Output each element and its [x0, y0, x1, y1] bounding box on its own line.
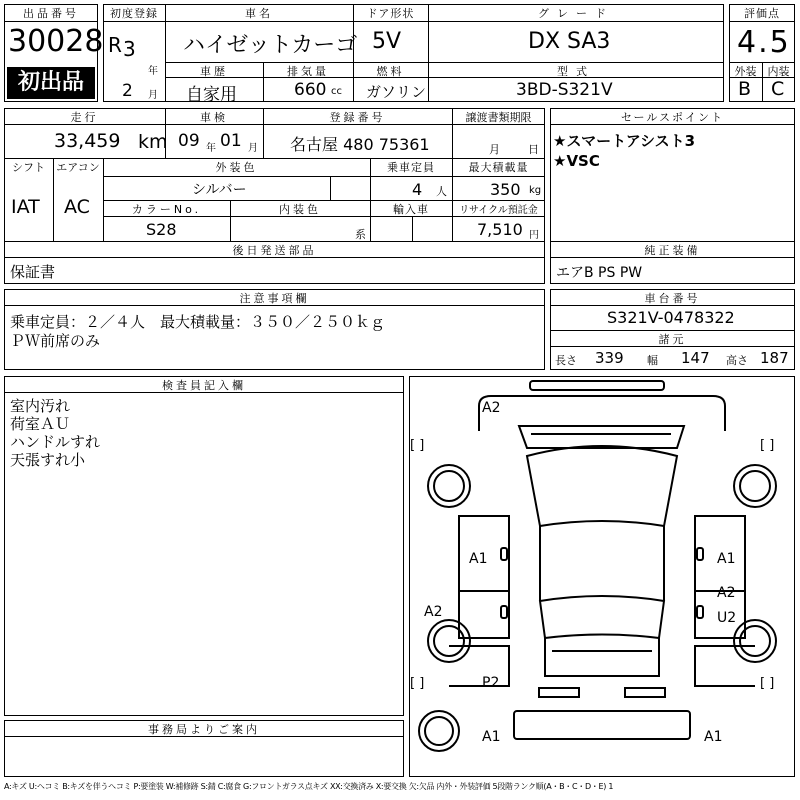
- sales-point-1: ★スマートアシスト3: [553, 132, 696, 150]
- capacity-value: 4: [412, 180, 423, 199]
- car-diagram: [409, 376, 795, 777]
- later-parts-box: [4, 257, 545, 284]
- inspector-line-4: 天張すれ小: [10, 451, 86, 469]
- aircon-value: AC: [64, 196, 90, 218]
- length-value: 339: [595, 349, 624, 367]
- displacement-value: 660: [294, 80, 327, 100]
- int-score-header: 内装: [767, 65, 790, 78]
- width-value: 147: [681, 349, 710, 367]
- mileage-value: 33,459: [54, 130, 121, 152]
- reg-number-header: 登録番号: [329, 111, 386, 124]
- later-parts-value: 保証書: [10, 263, 56, 281]
- inspection-header: 車検: [200, 111, 228, 124]
- transfer-day-unit: 日: [528, 143, 539, 156]
- damage-mark-rear: P2: [482, 675, 500, 691]
- brackets-right-bottom: [ ]: [760, 676, 775, 691]
- int-color-header: 内装色: [279, 203, 321, 216]
- score-value: 4.5: [737, 25, 791, 60]
- legend: A:キズ U:ヘコミ B:キズを伴うヘコミ P:要塗装 W:補修跡 S:錆 C:腐食 G:フロントガラス点キズ XX:交換済み X:要交換 欠:欠品 内外・外装評価 5段階ランク順(A・B・C・D・E) 1: [4, 782, 614, 791]
- ext-color-value: シルバー: [192, 182, 247, 198]
- transfer-month-unit: 月: [489, 143, 500, 156]
- chassis-header: 車台番号: [644, 292, 701, 305]
- height-value: 187: [760, 349, 789, 367]
- later-parts-header: 後日発送部品: [232, 244, 317, 257]
- shift-value: IAT: [11, 196, 40, 218]
- width-label: 幅: [647, 354, 658, 367]
- damage-mark-left-rear: A2: [424, 604, 443, 620]
- int-color-unit: 系: [355, 228, 366, 241]
- recycle-unit: 円: [529, 230, 539, 241]
- inspection-month: 01: [220, 131, 242, 151]
- mileage-header: 走行: [70, 111, 99, 124]
- door-type: 5V: [372, 29, 402, 54]
- notes-line-1: 乗車定員：２／４人 最大積載量：３５０／２５０ｋｇ: [10, 313, 386, 331]
- ext-color-header: 外装色: [215, 161, 258, 174]
- door-header: ドア形状: [366, 7, 415, 20]
- lot-header: 出品番号: [23, 7, 79, 20]
- chassis-number: S321V-0478322: [607, 308, 735, 327]
- displacement-header: 排気量: [287, 65, 329, 78]
- recycle-value: 7,510: [477, 220, 523, 239]
- first-reg-year-unit: 年: [148, 66, 158, 77]
- office-header: 事務局よりご案内: [148, 723, 260, 736]
- car-name: ハイゼットカーゴ: [183, 33, 358, 58]
- equipment-value: エアB PS PW: [556, 265, 643, 281]
- transfer-header: 譲渡書類期限: [465, 111, 532, 124]
- damage-mark-rear-bumper-right: A1: [704, 729, 723, 745]
- max-load-unit: kg: [529, 185, 542, 196]
- sales-points-box: [550, 108, 795, 242]
- first-reg-year: 3: [123, 37, 136, 61]
- score-header: 評価点: [744, 7, 780, 20]
- grade-header: グレード: [538, 7, 614, 20]
- inspector-line-2: 荷室ＡＵ: [10, 415, 71, 433]
- damage-mark-rear-bumper-left: A1: [482, 729, 501, 745]
- model-header: 型式: [557, 65, 595, 78]
- capacity-header: 乗車定員: [387, 161, 435, 174]
- history-header: 車歴: [200, 65, 228, 78]
- fuel-value: ガソリン: [366, 83, 427, 101]
- first-reg-month: 2: [122, 81, 133, 101]
- inspection-year: 09: [178, 131, 200, 151]
- inspection-year-unit: 年: [206, 143, 216, 154]
- max-load-header: 最大積載量: [468, 161, 529, 174]
- first-reg-header: 初度登録: [110, 7, 158, 20]
- displacement-unit: cc: [331, 86, 342, 97]
- inspection-month-unit: 月: [248, 143, 258, 154]
- brackets-left-top: [ ]: [410, 438, 425, 453]
- model-value: 3BD-S321V: [516, 80, 613, 100]
- color-no-header: カラーNo.: [131, 203, 202, 216]
- grade-value: DX SA3: [528, 29, 611, 54]
- recycle-header: リサイクル預託金: [459, 205, 538, 216]
- fuel-header: 燃料: [376, 65, 405, 78]
- capacity-unit: 人: [436, 185, 447, 198]
- notes-header: 注意事項欄: [239, 292, 310, 305]
- inspector-line-3: ハンドルすれ: [10, 433, 101, 451]
- inspector-header: 検査員記入欄: [162, 379, 246, 392]
- first-reg-era: R: [108, 33, 122, 57]
- height-label: 高さ: [726, 354, 748, 367]
- brackets-right-top: [ ]: [760, 438, 775, 453]
- damage-mark-left-front-door: A1: [469, 551, 488, 567]
- history-value: 自家用: [186, 85, 237, 105]
- equipment-header: 純正装備: [644, 244, 701, 257]
- import-header: 輸入車: [393, 203, 429, 216]
- shift-header: シフト: [12, 161, 45, 174]
- damage-mark-right-rear-2: U2: [717, 610, 737, 626]
- dims-header: 諸元: [658, 333, 687, 346]
- inspector-line-1: 室内汚れ: [10, 397, 71, 415]
- damage-mark-right-rear-1: A2: [717, 585, 736, 601]
- max-load-value: 350: [490, 180, 521, 199]
- brackets-left-bottom: [ ]: [410, 676, 425, 691]
- color-no-value: S28: [146, 220, 177, 239]
- lot-number: 30028: [8, 24, 104, 59]
- first-listing-badge: 初出品: [7, 67, 95, 99]
- damage-mark-front: A2: [482, 400, 501, 416]
- first-reg-month-unit: 月: [148, 90, 158, 101]
- ext-score: B: [738, 78, 752, 100]
- length-label: 長さ: [555, 354, 577, 367]
- ext-score-header: 外装: [734, 65, 757, 78]
- sales-point-2: ★VSC: [553, 152, 600, 170]
- reg-number: 名古屋 480 75361: [290, 135, 430, 154]
- int-score: C: [771, 78, 785, 100]
- mileage-unit: km: [138, 131, 168, 153]
- damage-mark-right-front-door: A1: [717, 551, 736, 567]
- aircon-header: エアコン: [56, 161, 100, 174]
- sales-points-header: セールスポイント: [620, 111, 724, 124]
- notes-line-2: ＰＷ前席のみ: [10, 332, 101, 350]
- car-name-header: 車名: [245, 7, 273, 20]
